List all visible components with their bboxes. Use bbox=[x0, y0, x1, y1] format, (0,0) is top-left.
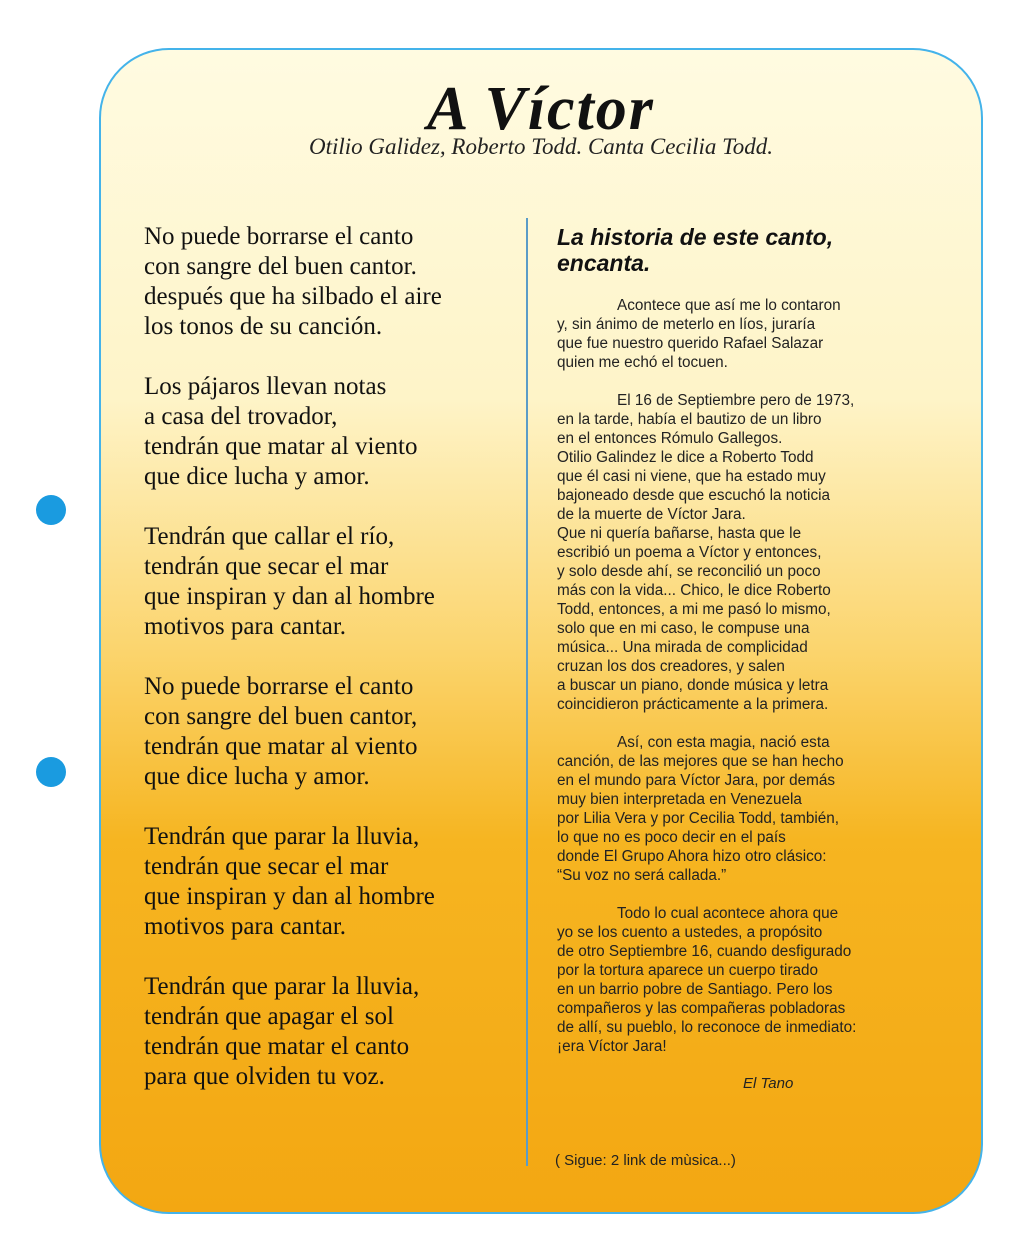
story-line: que él casi ni viene, que ha estado muy bbox=[557, 468, 826, 485]
story-title bbox=[557, 224, 947, 276]
poem-line: Tendrán que parar la lluvia, bbox=[144, 973, 420, 1000]
story-line: El 16 de Septiembre pero de 1973, bbox=[617, 392, 855, 409]
story-line: donde El Grupo Ahora hizo otro clásico: bbox=[557, 848, 827, 865]
poem-stanza bbox=[144, 672, 524, 792]
poem-line: que dice lucha y amor. bbox=[144, 763, 370, 790]
story-line: quien me echó el tocuen. bbox=[557, 354, 728, 371]
song-title: A Víctor bbox=[427, 75, 655, 143]
poem-line: tendrán que matar al viento bbox=[144, 433, 418, 460]
poem-stanza bbox=[144, 822, 524, 942]
poem-line: tendrán que matar al viento bbox=[144, 733, 418, 760]
story-paragraph bbox=[557, 904, 947, 1056]
poem-line: a casa del trovador, bbox=[144, 403, 338, 430]
story-line: yo se los cuento a ustedes, a propósito bbox=[557, 924, 823, 941]
story-line: bajoneado desde que escuchó la noticia bbox=[557, 487, 831, 504]
story-line: compañeros y las compañeras pobladoras bbox=[557, 1000, 846, 1017]
poem-line: que inspiran y dan al hombre bbox=[144, 883, 435, 910]
continue-note: ( Sigue: 2 link de mùsica...) bbox=[555, 1152, 736, 1169]
story-line: y, sin ánimo de meterlo en líos, juraría bbox=[557, 316, 816, 333]
story-line: Todd, entonces, a mi me pasó lo mismo, bbox=[557, 601, 831, 618]
story-column bbox=[557, 224, 947, 1092]
story-line: escribió un poema a Víctor y entonces, bbox=[557, 544, 822, 561]
story-line: que fue nuestro querido Rafael Salazar bbox=[557, 335, 824, 352]
poem-stanza bbox=[144, 522, 524, 642]
story-body bbox=[557, 296, 947, 1056]
poem-stanza bbox=[144, 372, 524, 492]
story-line: música... Una mirada de complicidad bbox=[557, 639, 808, 656]
story-line: canción, de las mejores que se han hecho bbox=[557, 753, 844, 770]
story-line: por la tortura aparece un cuerpo tirado bbox=[557, 962, 819, 979]
poem-line: para que olviden tu voz. bbox=[144, 1063, 385, 1090]
story-line: a buscar un piano, donde música y letra bbox=[557, 677, 829, 694]
story-line: Todo lo cual acontece ahora que bbox=[617, 905, 839, 922]
poem-line: después que ha silbado el aire bbox=[144, 283, 442, 310]
story-paragraph bbox=[557, 733, 947, 885]
song-card bbox=[99, 48, 983, 1214]
poem-line: los tonos de su canción. bbox=[144, 313, 383, 340]
story-line: y solo desde ahí, se reconcilió un poco bbox=[557, 563, 821, 580]
story-line: “Su voz no será callada.” bbox=[557, 867, 727, 884]
story-title-line: encanta. bbox=[557, 250, 651, 276]
story-line: coincidieron prácticamente a la primera. bbox=[557, 696, 829, 713]
story-line: en el entonces Rómulo Gallegos. bbox=[557, 430, 783, 447]
poem-line: que dice lucha y amor. bbox=[144, 463, 370, 490]
poem-line: motivos para cantar. bbox=[144, 913, 347, 940]
story-line: en la tarde, había el bautizo de un libro bbox=[557, 411, 822, 428]
poem-line: Tendrán que parar la lluvia, bbox=[144, 823, 420, 850]
poem-line: Los pájaros llevan notas bbox=[144, 373, 387, 400]
story-paragraph bbox=[557, 296, 947, 372]
poem-line: motivos para cantar. bbox=[144, 613, 347, 640]
poem-line: tendrán que matar el canto bbox=[144, 1033, 410, 1060]
poem-line: No puede borrarse el canto bbox=[144, 223, 414, 250]
story-line: solo que en mi caso, le compuse una bbox=[557, 620, 810, 637]
poem-line: con sangre del buen cantor, bbox=[144, 703, 418, 730]
story-line: Que ni quería bañarse, hasta que le bbox=[557, 525, 802, 542]
story-title-line: La historia de este canto, bbox=[557, 224, 834, 250]
story-line: ¡era Víctor Jara! bbox=[557, 1038, 667, 1055]
story-line: Otilio Galindez le dice a Roberto Todd bbox=[557, 449, 814, 466]
song-credits: Otilio Galidez, Roberto Todd. Canta Cecilia Todd. bbox=[308, 134, 774, 159]
story-line: en un barrio pobre de Santiago. Pero los bbox=[557, 981, 833, 998]
binder-hole-dot-bottom bbox=[36, 757, 66, 787]
story-line: muy bien interpretada en Venezuela bbox=[557, 791, 802, 808]
poem-line: tendrán que secar el mar bbox=[144, 853, 389, 880]
poem-lyrics bbox=[144, 222, 524, 1122]
poem-stanza bbox=[144, 972, 524, 1092]
story-line: Así, con esta magia, nació esta bbox=[617, 734, 830, 751]
story-line: en el mundo para Víctor Jara, por demás bbox=[557, 772, 836, 789]
story-line: de allí, su pueblo, lo reconoce de inmediato: bbox=[557, 1019, 857, 1036]
story-line: cruzan los dos creadores, y salen bbox=[557, 658, 785, 675]
story-line: Acontece que así me lo contaron bbox=[617, 297, 841, 314]
poem-line: con sangre del buen cantor. bbox=[144, 253, 417, 280]
binder-hole-dot-top bbox=[36, 495, 66, 525]
story-line: lo que no es poco decir en el país bbox=[557, 829, 786, 846]
poem-line: que inspiran y dan al hombre bbox=[144, 583, 435, 610]
column-divider bbox=[526, 218, 528, 1166]
story-line: de otro Septiembre 16, cuando desfigurado bbox=[557, 943, 852, 960]
poem-line: tendrán que apagar el sol bbox=[144, 1003, 394, 1030]
poem-stanza bbox=[144, 222, 524, 342]
story-line: de la muerte de Víctor Jara. bbox=[557, 506, 746, 523]
poem-line: Tendrán que callar el río, bbox=[144, 523, 395, 550]
poem-line: tendrán que secar el mar bbox=[144, 553, 389, 580]
poem-line: No puede borrarse el canto bbox=[144, 673, 414, 700]
story-line: más con la vida... Chico, le dice Roberto bbox=[557, 582, 831, 599]
story-line: por Lilia Vera y por Cecilia Todd, también, bbox=[557, 810, 840, 827]
story-signature: El Tano bbox=[743, 1075, 794, 1092]
story-paragraph bbox=[557, 391, 947, 714]
